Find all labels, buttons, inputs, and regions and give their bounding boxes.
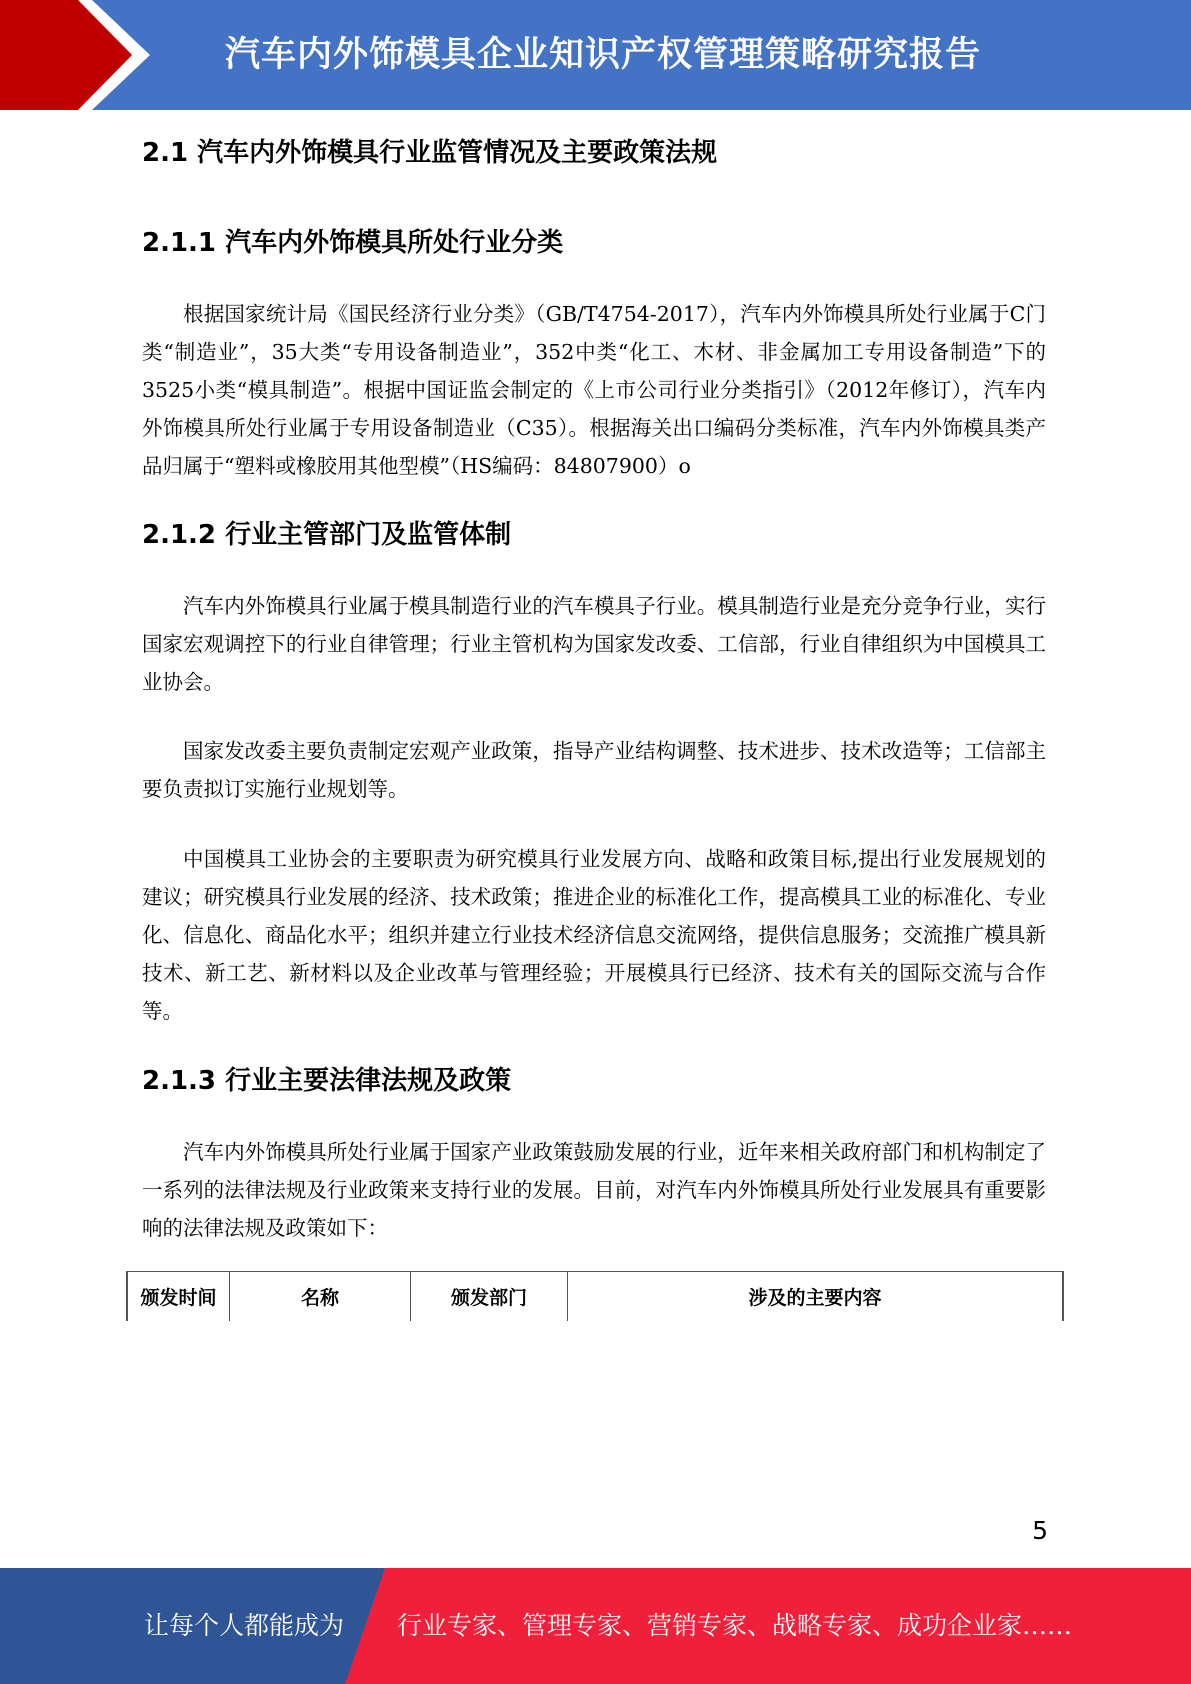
section-heading-2-1-1: 2.1.1 汽车内外饰模具所处行业分类 [142,228,564,258]
footer-slogan-right: 行业专家、管理专家、营销专家、战略专家、成功企业家…… [397,1611,1073,1640]
table-header-row [127,1272,1063,1322]
paragraph-regulatory-system: 汽车内外饰模具行业属于模具制造行业的汽车模具子行业。模具制造行业是充分竞争行业，实行国家宏观调控下的行业自律管理；行业主管机构为国家发改委、工信部，行业自律组织为中国模具工业协会。 [142,594,1046,694]
table-header-department: 颁发部门 [411,1272,568,1322]
footer-slogan-left: 让每个人都能成为 [144,1611,345,1640]
report-title: 汽车内外饰模具企业知识产权管理策略研究报告 [225,35,982,75]
section-heading-2-1-3: 2.1.3 行业主要法律法规及政策 [142,1066,512,1096]
section-heading-2-1: 2.1 汽车内外饰模具行业监管情况及主要政策法规 [142,138,718,168]
table-header-content: 涉及的主要内容 [568,1272,1064,1322]
page-number: 5 [1032,1516,1048,1545]
table-header-date: 颁发时间 [127,1272,230,1322]
footer-bar [0,1568,1191,1684]
policy-table [126,1271,1064,1321]
header-chevron-icon [0,0,150,110]
table-header-name: 名称 [230,1272,411,1322]
section-heading-2-1-2: 2.1.2 行业主管部门及监管体制 [142,520,512,550]
paragraph-industry-classification: 根据国家统计局《国民经济行业分类》（GB/T4754-2017），汽车内外饰模具所处行业属于C门类“制造业”，35大类“专用设备制造业”，352中类“化工、木材、非金属加工专用设备制造”下的3525小类“模具制造”。根据中国证监会制定的《上市公司行业分类指引》（2012年修订），汽车内外饰模具所处行业属于专用设备制造业（C35）。根据海关出口编码分类标准，汽车内外饰模具类产品归属于“塑料或橡胶用其他型模”（HS编码：84807900）o [142,302,1046,478]
paragraph-association-duties: 中国模具工业协会的主要职责为研究模具行业发展方向、战略和政策目标,提出行业发展规划的建议；研究模具行业发展的经济、技术政策；推进企业的标准化工作，提高模具工业的标准化、专业化、信息化、商品化水平；组织并建立行业技术经济信息交流网络，提供信息服务；交流推广模具新技术、新工艺、新材料以及企业改革与管理经验；开展模具行已经济、技术有关的国际交流与合作等。 [142,847,1046,1023]
paragraph-laws-policies: 汽车内外饰模具所处行业属于国家产业政策鼓励发展的行业，近年来相关政府部门和机构制定了一系列的法律法规及行业政策来支持行业的发展。目前，对汽车内外饰模具所处行业发展具有重要影响的法律法规及政策如下： [142,1140,1046,1240]
header-bar [0,0,1191,110]
paragraph-ndrc-duties: 国家发改委主要负责制定宏观产业政策，指导产业结构调整、技术进步、技术改造等；工信部主要负责拟订实施行业规划等。 [142,739,1046,801]
